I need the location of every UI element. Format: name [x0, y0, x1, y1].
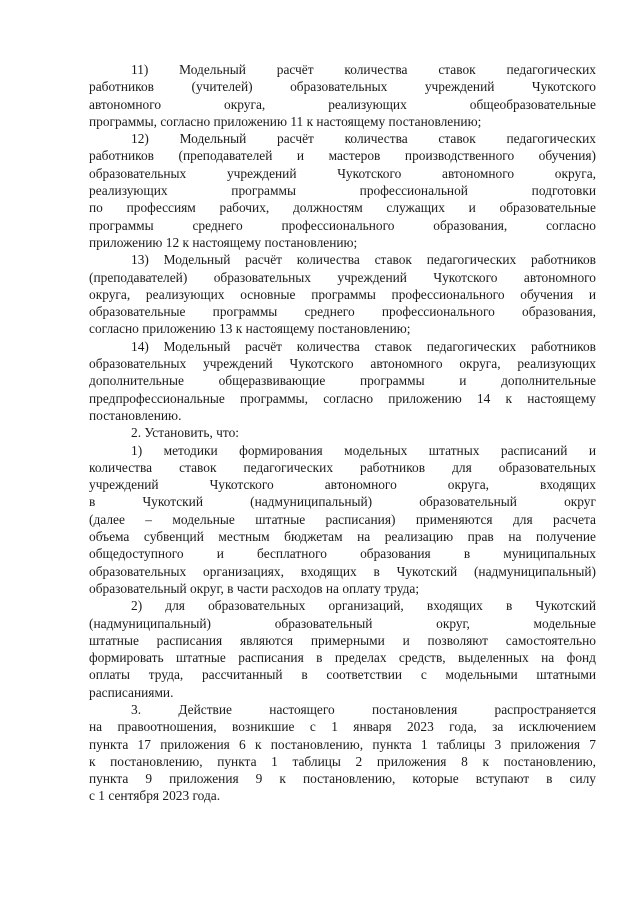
paragraph-section-2-item-1 [89, 442, 596, 598]
text-line: 1) методики формирования модельных штатных расписаний и [131, 442, 596, 458]
text-line: штатные расписания являются примерными и позволяют самостоятельно [89, 632, 596, 648]
paragraph-item-13 [89, 251, 596, 337]
paragraph-item-14 [89, 338, 596, 424]
text-line: реализующих программы профессиональной подготовки [89, 183, 596, 199]
text-line: пункта 17 приложения 6 к постановлению, пункта 1 таблицы 3 приложения 7 [89, 736, 596, 752]
text-line: учреждений Чукотского автономного округа, входящих [89, 477, 596, 493]
text-line: 2) для образовательных организаций, входящих в Чукотский [131, 598, 596, 614]
text-line: (надмуниципальный) образовательный округ, модельные [89, 615, 596, 631]
text-line: работников (преподавателей и мастеров производственного обучения) [89, 148, 596, 164]
text-line: 3. Действие настоящего постановления распространяется [131, 701, 596, 717]
paragraph-section-2-item-2 [89, 597, 596, 701]
text-line: образовательных организациях, входящих в Чукотский (надмуниципальный) [89, 563, 596, 579]
text-line: объема субвенций местным бюджетам на реализацию прав на получение [89, 529, 596, 545]
text-line: постановлению. [89, 407, 182, 423]
text-line: (далее – модельные штатные расписания) применяются для расчета [89, 511, 596, 527]
text-line: количества ставок педагогических работников для образовательных [89, 459, 596, 475]
text-line: работников (учителей) образовательных учреждений Чукотского [89, 79, 596, 95]
text-line: образовательных учреждений Чукотского автономного округа, реализующих [89, 356, 596, 372]
text-line: расписаниями. [89, 684, 174, 700]
text-line: по профессиям рабочих, должностям служащих и образовательные [89, 200, 596, 216]
paragraph-item-12 [89, 130, 596, 251]
text-line: программы среднего профессионального образования, согласно [89, 217, 596, 233]
text-line: согласно приложению 13 к настоящему постановлению; [89, 321, 411, 337]
text-line: 13) Модельный расчёт количества ставок педагогических работников [131, 252, 596, 268]
paragraph-section-2 [89, 424, 596, 441]
text-line: образовательные программы среднего профессионального образования, [89, 304, 596, 320]
text-line: автономного округа, реализующих общеобразовательные [89, 96, 596, 112]
text-line: округа, реализующих основные программы профессионального обучения и [89, 286, 596, 302]
paragraph-item-11 [89, 61, 596, 130]
text-line: с 1 сентября 2023 года. [89, 788, 221, 804]
text-line: 14) Модельный расчёт количества ставок педагогических работников [131, 338, 596, 354]
text-line: приложению 12 к настоящему постановлению; [89, 234, 358, 250]
text-line: образовательный округ, в части расходов на оплату труда; [89, 580, 420, 596]
text-line: оплаты труда, рассчитанный в соответствии с модельными штатными [89, 667, 596, 683]
text-line: 12) Модельный расчёт количества ставок педагогических [131, 131, 596, 147]
text-line: программы, согласно приложению 11 к настоящему постановлению; [89, 113, 482, 129]
text-line: общедоступного и бесплатного образования в муниципальных [89, 546, 596, 562]
text-line: пункта 9 приложения 9 к постановлению, которые вступают в силу [89, 771, 596, 787]
text-line: формировать штатные расписания в пределах средств, выделенных на фонд [89, 650, 596, 666]
text-line: в Чукотский (надмуниципальный) образовательный округ [89, 494, 596, 510]
text-line: дополнительные общеразвивающие программы и дополнительные [89, 373, 596, 389]
text-line: к постановлению, пункта 1 таблицы 2 приложения 8 к постановлению, [89, 753, 596, 769]
text-line: (преподавателей) образовательных учреждений Чукотского автономного [89, 269, 596, 285]
text-line: образовательных учреждений Чукотского автономного округа, [89, 165, 596, 181]
text-line: 11) Модельный расчёт количества ставок педагогических [131, 62, 596, 77]
text-line: 2. Установить, что: [131, 425, 239, 441]
text-line: на правоотношения, возникшие с 1 января 2023 года, за исключением [89, 719, 596, 735]
text-line: предпрофессиональные программы, согласно приложению 14 к настоящему [89, 390, 596, 406]
paragraph-section-3 [89, 701, 596, 805]
document-page [89, 61, 596, 805]
